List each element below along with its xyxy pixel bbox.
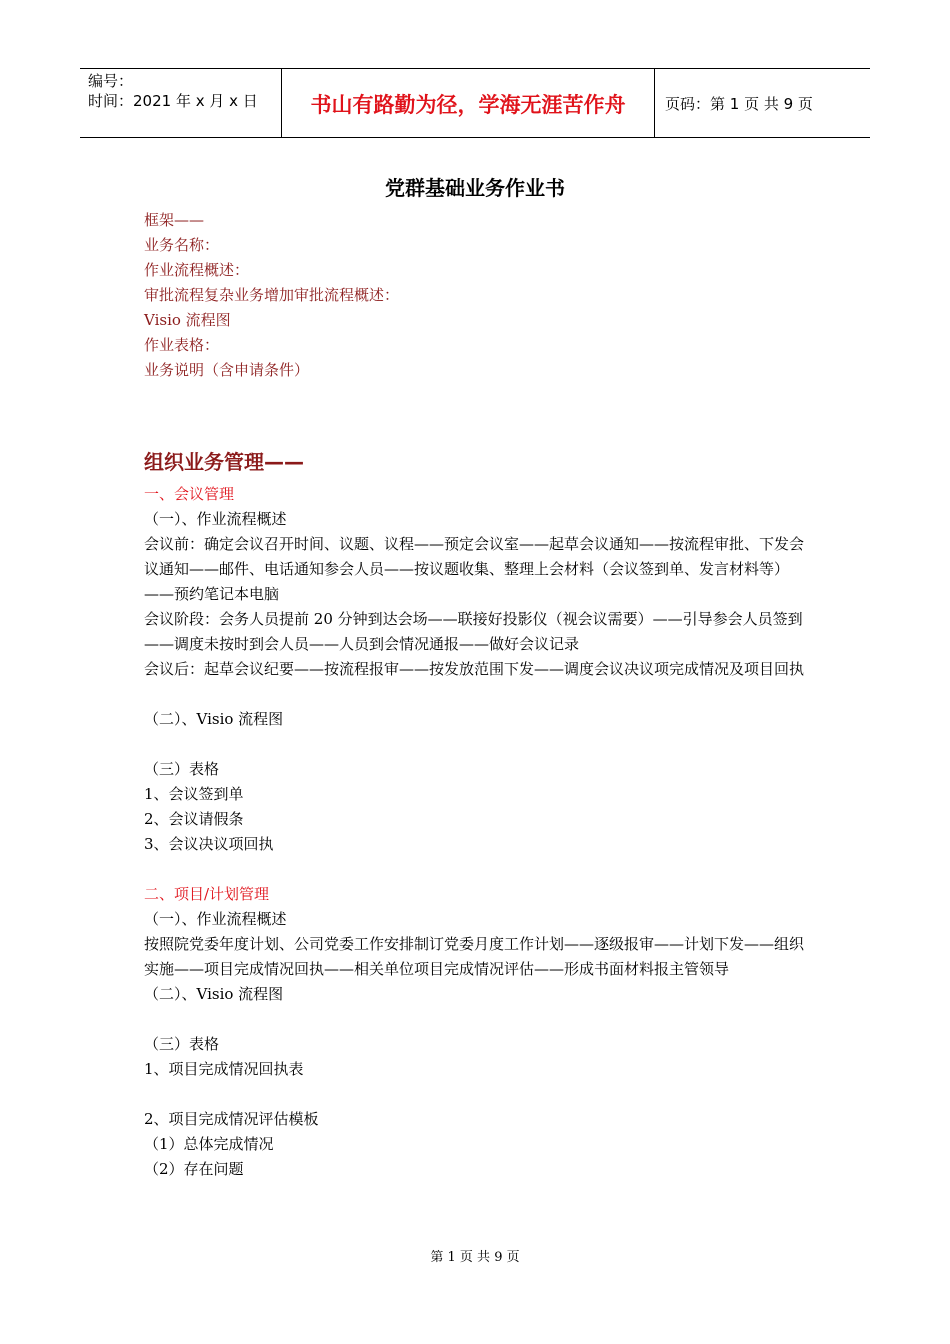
page-footer: 第 1 页 共 9 页 xyxy=(430,1250,520,1265)
framework-line: 业务名称： xyxy=(144,236,220,254)
meeting-before: 会议前：确定会议召开时间、议题、议程——预定会议室——起草会议通知——按流程审批、下发会议通知——邮件、电话通知参会人员——按议题收集、整理上会材料（会议签到单、发言材料等）——预约笔记本电脑 xyxy=(144,535,805,603)
project-item: （1）总体完成情况 xyxy=(144,1135,274,1153)
meeting-sub2: （二）、Visio 流程图 xyxy=(144,710,284,728)
project-form: 1、项目完成情况回执表 xyxy=(144,1060,304,1078)
document-title: 党群基础业务作业书 xyxy=(385,176,565,200)
header-page-info: 页码：第 1 页 共 9 页 xyxy=(665,95,813,113)
framework-line: Visio 流程图 xyxy=(144,311,231,329)
project-desc: 按照院党委年度计划、公司党委工作安排制订党委月度工作计划——逐级报审——计划下发——组织实施——项目完成情况回执——相关单位项目完成情况评估——形成书面材料报主管领导 xyxy=(144,935,805,978)
document-body xyxy=(144,208,809,1182)
meeting-during: 会议阶段：会务人员提前 20 分钟到达会场——联接好投影仪（视会议需要）——引导参会人员签到——调度未按时到会人员——人员到会情况通报——做好会议记录 xyxy=(144,610,803,653)
header-meta xyxy=(88,71,258,111)
number-label: 编号： xyxy=(88,72,134,90)
meeting-sub3: （三）表格 xyxy=(144,760,220,778)
meeting-form: 2、会议请假条 xyxy=(144,810,244,828)
framework-line: 框架—— xyxy=(144,211,205,229)
project-sub1: （一）、作业流程概述 xyxy=(144,910,287,928)
framework-line: 作业表格： xyxy=(144,336,220,354)
meeting-heading: 一、会议管理 xyxy=(144,485,235,503)
meeting-after: 会议后：起草会议纪要——按流程报审——按发放范围下发——调度会议决议项完成情况及项目回执 xyxy=(144,660,805,678)
project-sub2: （二）、Visio 流程图 xyxy=(144,985,284,1003)
meeting-sub1: （一）、作业流程概述 xyxy=(144,510,287,528)
project-sub3: （三）表格 xyxy=(144,1035,220,1053)
project-item: （2）存在问题 xyxy=(144,1160,244,1178)
header-motto: 书山有路勤为径，学海无涯苦作舟 xyxy=(310,93,626,117)
header-divider xyxy=(654,69,655,137)
framework-line: 业务说明（含申请条件） xyxy=(144,361,310,379)
meeting-form: 1、会议签到单 xyxy=(144,785,244,803)
section-title: 组织业务管理—— xyxy=(144,450,304,474)
framework-line: 作业流程概述： xyxy=(144,261,250,279)
page-header xyxy=(80,68,870,138)
project-form: 2、项目完成情况评估模板 xyxy=(144,1110,319,1128)
framework-line: 审批流程复杂业务增加审批流程概述： xyxy=(144,286,400,304)
project-heading: 二、项目/计划管理 xyxy=(144,885,270,903)
meeting-form: 3、会议决议项回执 xyxy=(144,835,274,853)
time-label: 时间：2021 年 x 月 x 日 xyxy=(88,92,258,110)
